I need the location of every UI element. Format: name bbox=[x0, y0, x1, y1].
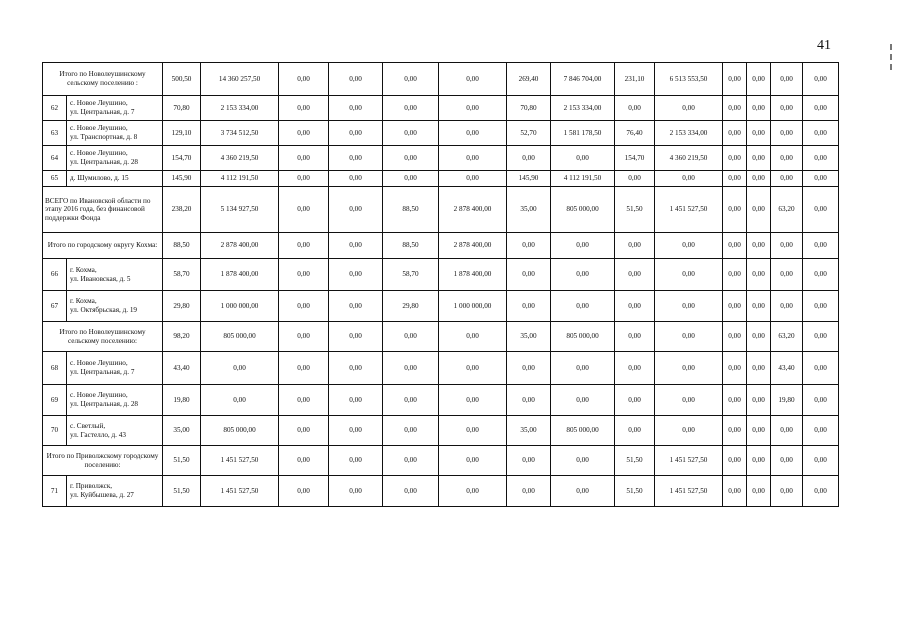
value-cell: 0,00 bbox=[329, 96, 383, 121]
value-cell: 0,00 bbox=[279, 63, 329, 96]
row-number: 62 bbox=[43, 96, 67, 121]
table-row bbox=[43, 171, 839, 187]
value-cell: 0,00 bbox=[383, 171, 439, 187]
value-cell: 0,00 bbox=[329, 416, 383, 446]
value-cell: 0,00 bbox=[655, 352, 723, 385]
address-line: с. Новое Леушино, bbox=[70, 359, 128, 368]
value-cell: 0,00 bbox=[507, 476, 551, 507]
subtotal-label: Итого по городскому округу Кохма: bbox=[43, 233, 163, 259]
value-cell: 805 000,00 bbox=[551, 416, 615, 446]
value-cell: 1 451 527,50 bbox=[655, 476, 723, 507]
value-cell: 0,00 bbox=[507, 291, 551, 322]
value-cell: 0,00 bbox=[507, 233, 551, 259]
table-row bbox=[43, 385, 839, 416]
value-cell: 0,00 bbox=[655, 233, 723, 259]
value-cell: 0,00 bbox=[747, 352, 771, 385]
value-cell: 0,00 bbox=[803, 146, 839, 171]
table-row bbox=[43, 476, 839, 507]
row-number: 68 bbox=[43, 352, 67, 385]
value-cell: 0,00 bbox=[279, 291, 329, 322]
value-cell: 0,00 bbox=[655, 322, 723, 352]
value-cell: 1 451 527,50 bbox=[655, 187, 723, 233]
value-cell: 145,90 bbox=[163, 171, 201, 187]
value-cell: 0,00 bbox=[383, 121, 439, 146]
value-cell: 2 878 400,00 bbox=[439, 233, 507, 259]
value-cell: 0,00 bbox=[747, 121, 771, 146]
address-line: с. Новое Леушино, bbox=[70, 391, 128, 400]
address-cell bbox=[67, 96, 163, 121]
value-cell: 4 112 191,50 bbox=[551, 171, 615, 187]
value-cell: 0,00 bbox=[201, 352, 279, 385]
value-cell: 4 360 219,50 bbox=[655, 146, 723, 171]
value-cell: 0,00 bbox=[615, 233, 655, 259]
value-cell: 0,00 bbox=[551, 446, 615, 476]
value-cell: 88,50 bbox=[383, 187, 439, 233]
row-number: 67 bbox=[43, 291, 67, 322]
value-cell: 0,00 bbox=[439, 416, 507, 446]
value-cell: 0,00 bbox=[329, 476, 383, 507]
value-cell: 0,00 bbox=[383, 476, 439, 507]
value-cell: 0,00 bbox=[329, 146, 383, 171]
value-cell: 805 000,00 bbox=[201, 416, 279, 446]
value-cell: 0,00 bbox=[615, 171, 655, 187]
value-cell: 0,00 bbox=[507, 259, 551, 291]
address-line: с. Новое Леушино, bbox=[70, 149, 128, 158]
row-number: 65 bbox=[43, 171, 67, 187]
subtotal-row bbox=[43, 322, 839, 352]
value-cell: 0,00 bbox=[551, 352, 615, 385]
value-cell: 0,00 bbox=[383, 63, 439, 96]
value-cell: 0,00 bbox=[771, 259, 803, 291]
value-cell: 63,20 bbox=[771, 187, 803, 233]
value-cell: 0,00 bbox=[723, 146, 747, 171]
value-cell: 51,50 bbox=[615, 187, 655, 233]
address-cell bbox=[67, 146, 163, 171]
address-cell bbox=[67, 416, 163, 446]
value-cell: 63,20 bbox=[771, 322, 803, 352]
value-cell: 0,00 bbox=[507, 352, 551, 385]
row-number: 66 bbox=[43, 259, 67, 291]
value-cell: 0,00 bbox=[655, 416, 723, 446]
value-cell: 0,00 bbox=[551, 476, 615, 507]
value-cell: 1 451 527,50 bbox=[201, 476, 279, 507]
value-cell: 43,40 bbox=[771, 352, 803, 385]
value-cell: 0,00 bbox=[723, 322, 747, 352]
address-line: с. Светлый, bbox=[70, 421, 106, 430]
value-cell: 0,00 bbox=[615, 291, 655, 322]
value-cell: 0,00 bbox=[803, 446, 839, 476]
value-cell: 5 134 927,50 bbox=[201, 187, 279, 233]
value-cell: 0,00 bbox=[615, 416, 655, 446]
value-cell: 0,00 bbox=[771, 476, 803, 507]
subtotal-row bbox=[43, 63, 839, 96]
value-cell: 88,50 bbox=[163, 233, 201, 259]
value-cell: 0,00 bbox=[771, 96, 803, 121]
address-line: г. Приволжск, bbox=[70, 482, 113, 491]
value-cell: 0,00 bbox=[439, 146, 507, 171]
value-cell: 0,00 bbox=[723, 259, 747, 291]
value-cell: 129,10 bbox=[163, 121, 201, 146]
value-cell: 51,50 bbox=[615, 476, 655, 507]
value-cell: 0,00 bbox=[507, 146, 551, 171]
value-cell: 19,80 bbox=[771, 385, 803, 416]
value-cell: 0,00 bbox=[615, 352, 655, 385]
total-label: ВСЕГО по Ивановской области по этапу 2016 года, без финансовой поддержки Фонда bbox=[43, 187, 163, 233]
value-cell: 6 513 553,50 bbox=[655, 63, 723, 96]
value-cell: 805 000,00 bbox=[551, 187, 615, 233]
value-cell: 35,00 bbox=[163, 416, 201, 446]
value-cell: 500,50 bbox=[163, 63, 201, 96]
value-cell: 0,00 bbox=[723, 446, 747, 476]
value-cell: 0,00 bbox=[551, 259, 615, 291]
address-cell bbox=[67, 352, 163, 385]
value-cell: 2 153 334,00 bbox=[201, 96, 279, 121]
value-cell: 0,00 bbox=[747, 476, 771, 507]
value-cell: 0,00 bbox=[383, 446, 439, 476]
value-cell: 0,00 bbox=[279, 96, 329, 121]
value-cell: 0,00 bbox=[803, 121, 839, 146]
value-cell: 0,00 bbox=[771, 171, 803, 187]
value-cell: 0,00 bbox=[747, 416, 771, 446]
value-cell: 29,80 bbox=[383, 291, 439, 322]
value-cell: 0,00 bbox=[279, 416, 329, 446]
value-cell: 1 000 000,00 bbox=[201, 291, 279, 322]
address-line: ул. Куйбышева, д. 27 bbox=[70, 491, 134, 499]
margin-marks bbox=[890, 44, 894, 84]
value-cell: 0,00 bbox=[551, 385, 615, 416]
value-cell: 0,00 bbox=[439, 446, 507, 476]
value-cell: 0,00 bbox=[747, 63, 771, 96]
value-cell: 3 734 512,50 bbox=[201, 121, 279, 146]
value-cell: 2 153 334,00 bbox=[551, 96, 615, 121]
address-line: с. Новое Леушино, bbox=[70, 99, 128, 108]
value-cell: 0,00 bbox=[803, 476, 839, 507]
value-cell: 0,00 bbox=[803, 233, 839, 259]
value-cell: 0,00 bbox=[279, 322, 329, 352]
value-cell: 0,00 bbox=[771, 446, 803, 476]
value-cell: 0,00 bbox=[329, 121, 383, 146]
address-line: ул. Центральная, д. 7 bbox=[70, 108, 135, 116]
value-cell: 70,80 bbox=[507, 96, 551, 121]
value-cell: 0,00 bbox=[771, 63, 803, 96]
value-cell: 0,00 bbox=[507, 385, 551, 416]
value-cell: 0,00 bbox=[803, 259, 839, 291]
value-cell: 51,50 bbox=[615, 446, 655, 476]
value-cell: 0,00 bbox=[279, 352, 329, 385]
value-cell: 1 451 527,50 bbox=[655, 446, 723, 476]
value-cell: 0,00 bbox=[803, 291, 839, 322]
value-cell: 0,00 bbox=[279, 121, 329, 146]
value-cell: 0,00 bbox=[655, 96, 723, 121]
value-cell: 0,00 bbox=[723, 352, 747, 385]
value-cell: 7 846 704,00 bbox=[551, 63, 615, 96]
value-cell: 0,00 bbox=[383, 96, 439, 121]
value-cell: 269,40 bbox=[507, 63, 551, 96]
value-cell: 0,00 bbox=[551, 233, 615, 259]
value-cell: 0,00 bbox=[329, 446, 383, 476]
table-row bbox=[43, 259, 839, 291]
value-cell: 0,00 bbox=[655, 259, 723, 291]
address-line: ул. Ивановская, д. 5 bbox=[70, 274, 131, 283]
address-cell bbox=[67, 171, 163, 187]
value-cell: 43,40 bbox=[163, 352, 201, 385]
value-cell: 0,00 bbox=[803, 187, 839, 233]
value-cell: 0,00 bbox=[279, 233, 329, 259]
value-cell: 0,00 bbox=[329, 233, 383, 259]
value-cell: 0,00 bbox=[771, 146, 803, 171]
value-cell: 4 112 191,50 bbox=[201, 171, 279, 187]
value-cell: 0,00 bbox=[747, 146, 771, 171]
value-cell: 0,00 bbox=[551, 146, 615, 171]
value-cell: 0,00 bbox=[279, 259, 329, 291]
subtotal-label: Итого по Новолеушинскому сельскому поселению : bbox=[43, 63, 163, 96]
value-cell: 0,00 bbox=[329, 322, 383, 352]
value-cell: 0,00 bbox=[383, 385, 439, 416]
value-cell: 0,00 bbox=[771, 416, 803, 446]
address-line: с. Новое Леушино, bbox=[70, 124, 128, 133]
value-cell: 0,00 bbox=[329, 352, 383, 385]
value-cell: 0,00 bbox=[439, 352, 507, 385]
value-cell: 4 360 219,50 bbox=[201, 146, 279, 171]
address-line: ул. Центральная, д. 28 bbox=[70, 400, 139, 408]
value-cell: 0,00 bbox=[771, 121, 803, 146]
value-cell: 0,00 bbox=[439, 63, 507, 96]
table-row bbox=[43, 96, 839, 121]
value-cell: 0,00 bbox=[329, 63, 383, 96]
value-cell: 19,80 bbox=[163, 385, 201, 416]
value-cell: 2 878 400,00 bbox=[201, 233, 279, 259]
value-cell: 98,20 bbox=[163, 322, 201, 352]
value-cell: 0,00 bbox=[803, 352, 839, 385]
value-cell: 0,00 bbox=[279, 187, 329, 233]
table-row bbox=[43, 121, 839, 146]
value-cell: 0,00 bbox=[723, 171, 747, 187]
value-cell: 35,00 bbox=[507, 322, 551, 352]
value-cell: 88,50 bbox=[383, 233, 439, 259]
address-line: г. Кохма, bbox=[70, 265, 97, 274]
row-number: 64 bbox=[43, 146, 67, 171]
value-cell: 0,00 bbox=[771, 291, 803, 322]
value-cell: 29,80 bbox=[163, 291, 201, 322]
value-cell: 0,00 bbox=[439, 322, 507, 352]
value-cell: 805 000,00 bbox=[551, 322, 615, 352]
value-cell: 0,00 bbox=[803, 63, 839, 96]
value-cell: 0,00 bbox=[551, 291, 615, 322]
value-cell: 51,50 bbox=[163, 476, 201, 507]
value-cell: 0,00 bbox=[279, 446, 329, 476]
address-line: ул. Октябрьская, д. 19 bbox=[70, 306, 138, 314]
value-cell: 0,00 bbox=[723, 187, 747, 233]
value-cell: 0,00 bbox=[655, 385, 723, 416]
value-cell: 0,00 bbox=[439, 476, 507, 507]
value-cell: 145,90 bbox=[507, 171, 551, 187]
value-cell: 0,00 bbox=[329, 385, 383, 416]
subtotal-row bbox=[43, 233, 839, 259]
address-cell bbox=[67, 291, 163, 322]
value-cell: 0,00 bbox=[329, 291, 383, 322]
value-cell: 0,00 bbox=[439, 96, 507, 121]
row-number: 71 bbox=[43, 476, 67, 507]
address-line: ул. Центральная, д. 28 bbox=[70, 158, 139, 166]
value-cell: 58,70 bbox=[383, 259, 439, 291]
address-cell bbox=[67, 476, 163, 507]
value-cell: 0,00 bbox=[655, 171, 723, 187]
value-cell: 2 153 334,00 bbox=[655, 121, 723, 146]
value-cell: 0,00 bbox=[803, 385, 839, 416]
value-cell: 154,70 bbox=[615, 146, 655, 171]
value-cell: 76,40 bbox=[615, 121, 655, 146]
value-cell: 1 878 400,00 bbox=[439, 259, 507, 291]
value-cell: 0,00 bbox=[279, 385, 329, 416]
value-cell: 0,00 bbox=[747, 322, 771, 352]
table-row bbox=[43, 352, 839, 385]
value-cell: 0,00 bbox=[723, 233, 747, 259]
value-cell: 0,00 bbox=[655, 291, 723, 322]
address-line: ул. Транспортная, д. 8 bbox=[70, 133, 138, 141]
value-cell: 0,00 bbox=[723, 291, 747, 322]
value-cell: 238,20 bbox=[163, 187, 201, 233]
value-cell: 0,00 bbox=[723, 63, 747, 96]
value-cell: 14 360 257,50 bbox=[201, 63, 279, 96]
value-cell: 70,80 bbox=[163, 96, 201, 121]
value-cell: 0,00 bbox=[329, 187, 383, 233]
value-cell: 0,00 bbox=[439, 121, 507, 146]
value-cell: 0,00 bbox=[771, 233, 803, 259]
subtotal-row bbox=[43, 446, 839, 476]
value-cell: 0,00 bbox=[747, 259, 771, 291]
address-cell bbox=[67, 259, 163, 291]
funding-table bbox=[42, 62, 839, 507]
value-cell: 0,00 bbox=[723, 385, 747, 416]
value-cell: 0,00 bbox=[723, 476, 747, 507]
value-cell: 0,00 bbox=[723, 96, 747, 121]
value-cell: 0,00 bbox=[803, 171, 839, 187]
row-number: 63 bbox=[43, 121, 67, 146]
value-cell: 231,10 bbox=[615, 63, 655, 96]
value-cell: 0,00 bbox=[803, 416, 839, 446]
row-number: 69 bbox=[43, 385, 67, 416]
address-line: д. Шумилово, д. 15 bbox=[70, 174, 129, 183]
value-cell: 0,00 bbox=[747, 187, 771, 233]
value-cell: 0,00 bbox=[723, 416, 747, 446]
row-number: 70 bbox=[43, 416, 67, 446]
value-cell: 0,00 bbox=[747, 385, 771, 416]
value-cell: 0,00 bbox=[201, 385, 279, 416]
value-cell: 0,00 bbox=[279, 476, 329, 507]
value-cell: 0,00 bbox=[383, 416, 439, 446]
value-cell: 1 581 178,50 bbox=[551, 121, 615, 146]
value-cell: 51,50 bbox=[163, 446, 201, 476]
value-cell: 0,00 bbox=[439, 171, 507, 187]
value-cell: 805 000,00 bbox=[201, 322, 279, 352]
table-row bbox=[43, 416, 839, 446]
table-body bbox=[43, 63, 839, 507]
value-cell: 35,00 bbox=[507, 187, 551, 233]
page-number: 41 bbox=[817, 38, 831, 53]
value-cell: 58,70 bbox=[163, 259, 201, 291]
value-cell: 0,00 bbox=[383, 322, 439, 352]
value-cell: 2 878 400,00 bbox=[439, 187, 507, 233]
value-cell: 1 878 400,00 bbox=[201, 259, 279, 291]
value-cell: 0,00 bbox=[747, 291, 771, 322]
value-cell: 0,00 bbox=[615, 96, 655, 121]
value-cell: 0,00 bbox=[747, 171, 771, 187]
address-line: ул. Гастелло, д. 43 bbox=[70, 430, 126, 439]
address-cell bbox=[67, 121, 163, 146]
value-cell: 154,70 bbox=[163, 146, 201, 171]
value-cell: 1 451 527,50 bbox=[201, 446, 279, 476]
value-cell: 0,00 bbox=[803, 322, 839, 352]
value-cell: 0,00 bbox=[279, 171, 329, 187]
value-cell: 0,00 bbox=[723, 121, 747, 146]
value-cell: 0,00 bbox=[803, 96, 839, 121]
value-cell: 0,00 bbox=[507, 446, 551, 476]
value-cell: 0,00 bbox=[615, 259, 655, 291]
value-cell: 35,00 bbox=[507, 416, 551, 446]
value-cell: 0,00 bbox=[383, 352, 439, 385]
table-row bbox=[43, 146, 839, 171]
table-row bbox=[43, 291, 839, 322]
address-cell bbox=[67, 385, 163, 416]
value-cell: 0,00 bbox=[383, 146, 439, 171]
value-cell: 0,00 bbox=[747, 233, 771, 259]
value-cell: 0,00 bbox=[329, 259, 383, 291]
subtotal-label: Итого по Новолеушинскому сельскому поселению: bbox=[43, 322, 163, 352]
value-cell: 0,00 bbox=[279, 146, 329, 171]
address-line: г. Кохма, bbox=[70, 297, 97, 306]
value-cell: 0,00 bbox=[615, 322, 655, 352]
value-cell: 0,00 bbox=[747, 96, 771, 121]
address-line: ул. Центральная, д. 7 bbox=[70, 368, 135, 376]
value-cell: 52,70 bbox=[507, 121, 551, 146]
value-cell: 0,00 bbox=[329, 171, 383, 187]
total-row bbox=[43, 187, 839, 233]
value-cell: 0,00 bbox=[747, 446, 771, 476]
value-cell: 0,00 bbox=[439, 385, 507, 416]
value-cell: 1 000 000,00 bbox=[439, 291, 507, 322]
value-cell: 0,00 bbox=[615, 385, 655, 416]
subtotal-label: Итого по Приволжскому городскому поселению: bbox=[43, 446, 163, 476]
